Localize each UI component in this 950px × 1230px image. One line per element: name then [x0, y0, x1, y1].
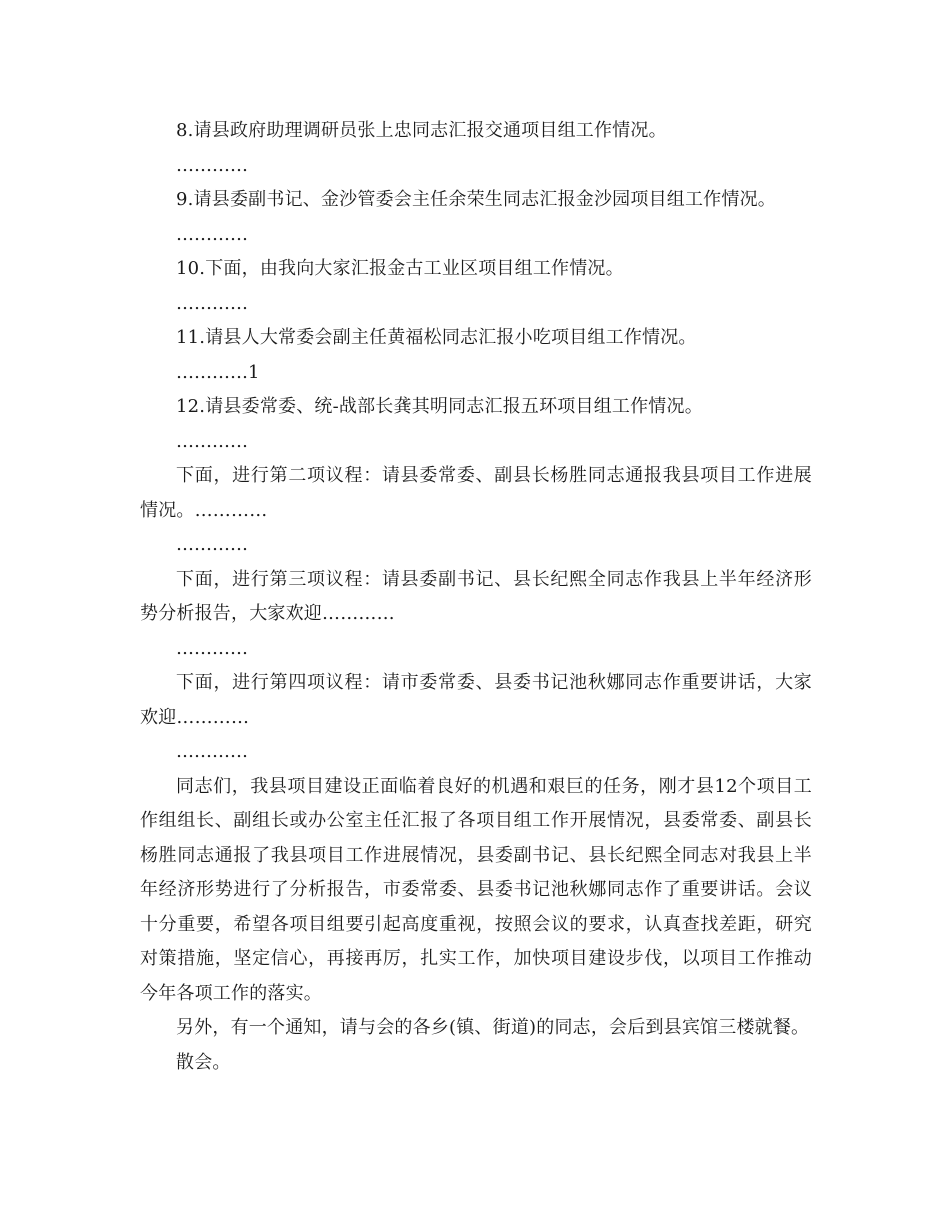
ellipsis-line: ………… [176, 292, 248, 314]
dinner-notice: 另外，有一个通知，请与会的各乡(镇、街道)的同志，会后到县宾馆三楼就餐。 [176, 1017, 810, 1038]
closing-summary-paragraph: 同志们，我县项目建设正面临着良好的机遇和艰巨的任务，刚才县12个项目工作组组长、副组长或办公室主任汇报了各项目组工作开展情况，县委常委、副县长杨胜同志通报了我县项目工作进展情况，县委副书记、县长纪熙全同志对我县上半年经济形势进行了分析报告，市委常委、县委书记池秋娜同志作了重要讲话。会议十分重要，希望各项目组要引起高度重视，按照会议的要求，认真查找差距，研究对策措施，坚定信心，再接再厉，扎实工作，加快项目建设步伐，以项目工作推动今年各项工作的落实。 [140, 775, 812, 1004]
agenda-item-10: 10.下面，由我向大家汇报金古工业区项目组工作情况。 [176, 258, 624, 279]
ellipsis-line: ………… [176, 637, 248, 659]
document-body [140, 114, 812, 1080]
ellipsis-line: ………… [176, 741, 248, 762]
agenda-second-item: 下面，进行第二项议程：请县委常委、副县长杨胜同志通报我县项目工作进展情况。………… [140, 465, 812, 521]
agenda-item-8: 8.请县政府助理调研员张上忠同志汇报交通项目组工作情况。 [176, 120, 667, 141]
agenda-third-item: 下面，进行第三项议程：请县委副书记、县长纪熙全同志作我县上半年经济形势分析报告，大家欢迎………… [140, 568, 812, 624]
ellipsis-line: ………… [176, 223, 248, 245]
agenda-item-12: 12.请县委常委、统-战部长龚其明同志汇报五环项目组工作情况。 [176, 396, 703, 417]
agenda-fourth-item: 下面，进行第四项议程：请市委常委、县委书记池秋娜同志作重要讲话，大家欢迎………… [140, 672, 812, 728]
ellipsis-line: ………… [176, 154, 248, 176]
agenda-item-9: 9.请县委副书记、金沙管委会主任余荣生同志汇报金沙园项目组工作情况。 [176, 189, 776, 210]
ellipsis-line: ………… [176, 534, 248, 555]
ellipsis-line: …………1 [176, 361, 260, 383]
meeting-adjourned: 散会。 [176, 1051, 231, 1073]
agenda-item-11: 11.请县人大常委会副主任黄福松同志汇报小吃项目组工作情况。 [176, 327, 697, 348]
ellipsis-line: ………… [176, 430, 248, 452]
